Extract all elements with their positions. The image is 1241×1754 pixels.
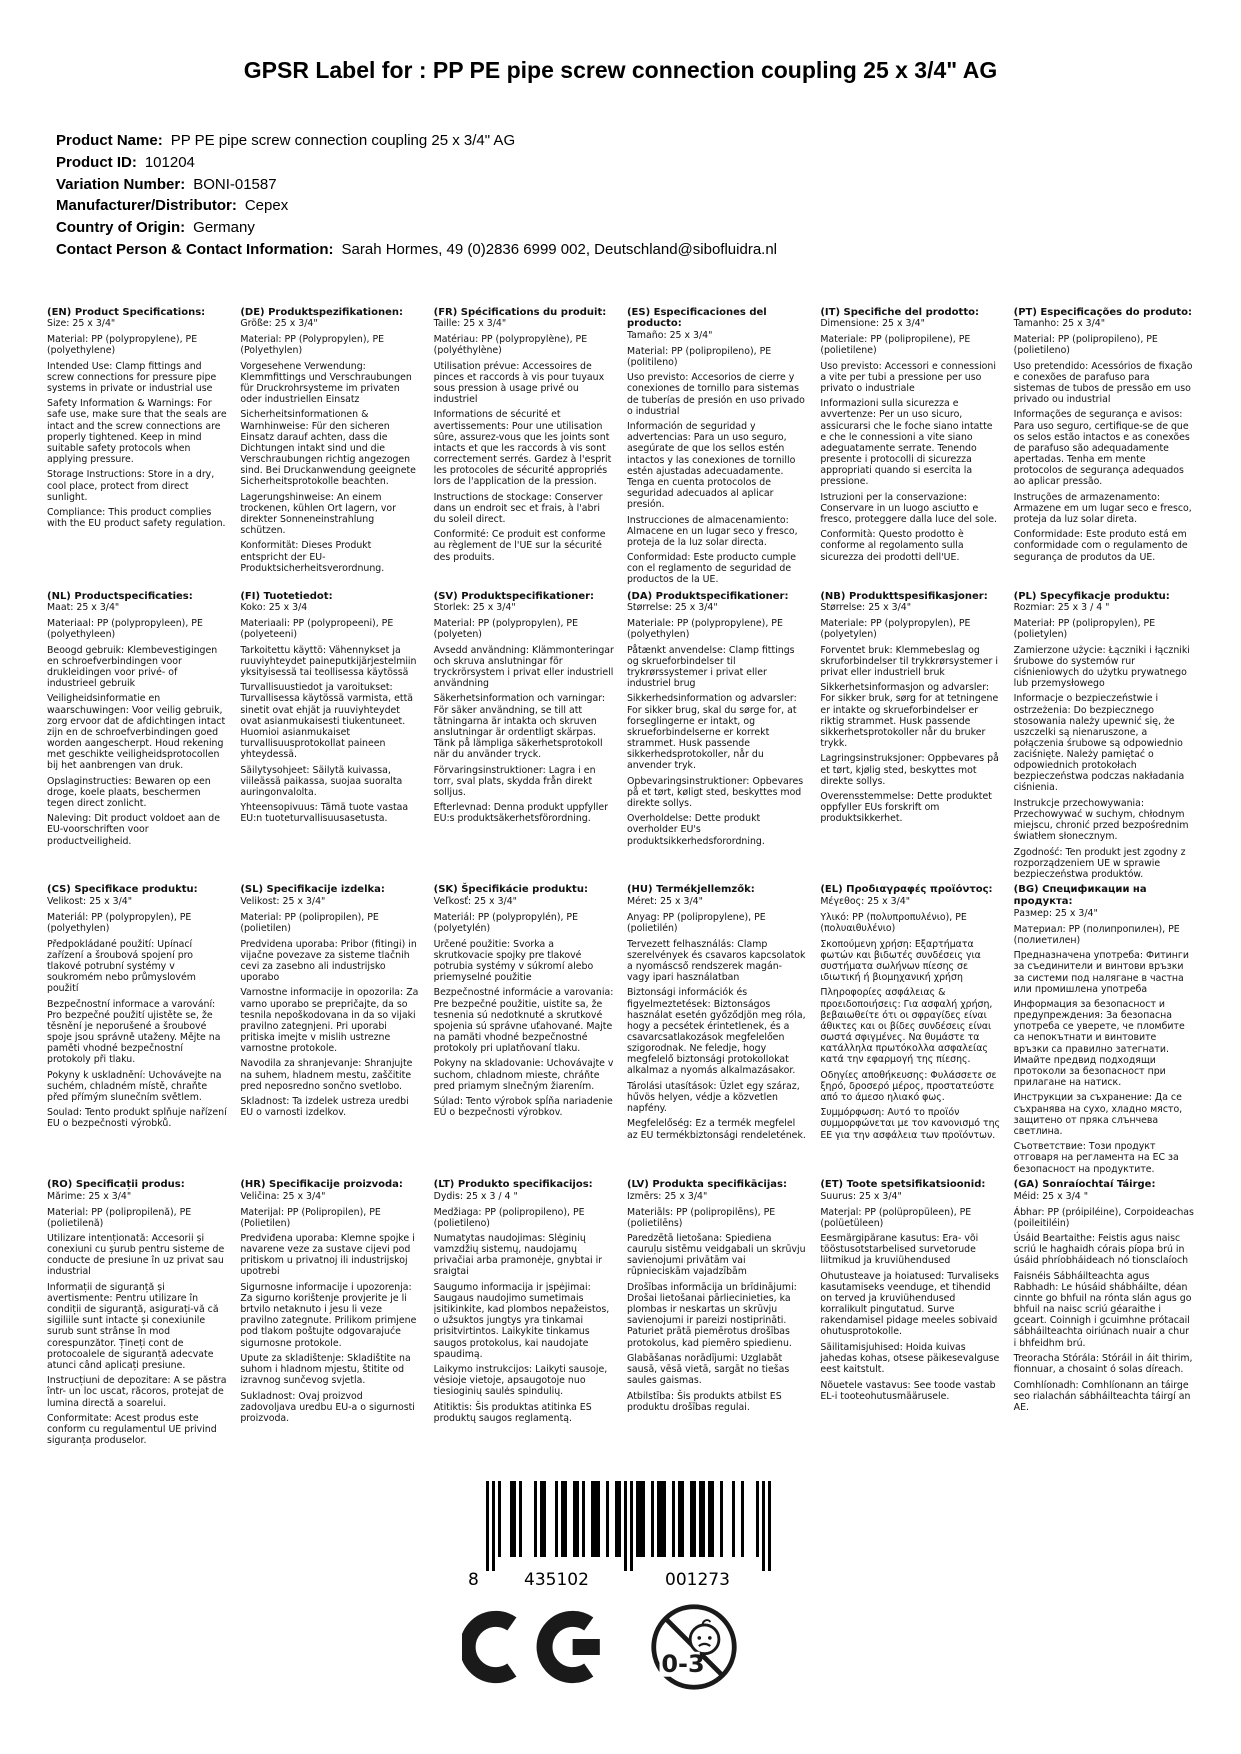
barcode-bar — [597, 1481, 600, 1557]
lang-paragraph: Instrukcje przechowywania: Przechowywać w suchym, chłodnym miejscu, chronić przed bezpośrednim światłem słonecznym. — [1013, 797, 1189, 843]
barcode-bar — [519, 1481, 522, 1557]
product-info-line — [56, 239, 1181, 261]
barcode-bar — [591, 1481, 594, 1557]
barcode-digits-right: 001273 — [664, 1569, 730, 1587]
lang-paragraph: Matériau: PP (polypropylène), PE (polyéthylène) — [433, 333, 588, 356]
lang-paragraph: Πληροφορίες ασφάλειας & προειδοποιήσεις: Για ασφαλή χρήση, βεβαιωθείτε ότι οι σφραγίδες είναι άθικτες και οι βίδες συνδέσεις είναι σωστά σφιγμένες. Να θυμάστε τα κατάλληλα πρωτόκολλα ασφαλείας κατά την εφαρμογή της πίεσης. — [820, 987, 993, 1065]
lang-paragraph: Tervezett felhasználás: Clamp szerelvények és csavaros kapcsolatok a nyomáscső rendszerek magán- vagy ipari használatban — [626, 938, 806, 983]
barcode-bar — [555, 1481, 558, 1557]
barcode-bar — [636, 1481, 639, 1557]
lang-paragraph: Comhlíonadh: Comhlíonann an táirge seo rialachán sábháilteachta táirgí an AE. — [1013, 1379, 1191, 1413]
lang-block-sv — [434, 591, 614, 875]
lang-paragraph: Beoogd gebruik: Klembevestigingen en schroefverbindingen voor drukleidingen voor privé- of industrieel gebruik — [47, 644, 218, 689]
lang-block-en — [47, 307, 227, 591]
lang-heading: (HR) Specifikacije proizvoda: — [240, 1179, 403, 1191]
barcode-bar — [630, 1481, 633, 1571]
lang-paragraph: Påtænkt anvendelse: Clamp fittings og skrueforbindelser til trykrørssystemer i privat eller industriel brug — [626, 644, 795, 689]
lang-paragraph: Uso previsto: Accessori e connessioni a vite per tubi a pressione per uso privato o industriale — [820, 360, 996, 394]
lang-block-fr — [434, 307, 614, 591]
product-info-value: PP PE pipe screw connection coupling 25 x 3/4" AG — [170, 132, 516, 149]
product-info-label: Manufacturer/Distributor: — [56, 197, 237, 215]
lang-paragraph: Uso previsto: Accesorios de cierre y conexiones de tornillo para sistemas de tuberías de presión en uso privado o industrial — [626, 372, 805, 417]
product-info-line — [56, 130, 1181, 152]
barcode-bar — [690, 1481, 693, 1557]
lang-paragraph: Οδηγίες αποθήκευσης: Φυλάσσετε σε ξηρό, δροσερό μέρος, προστατεύστε από το άμεσο ηλιακό φως. — [820, 1069, 997, 1103]
lang-paragraph: Ábhar: PP (próipiléine), Corpoideachas (poileitiléin) — [1013, 1206, 1194, 1229]
lang-heading: (NB) Produkttspesifikasjoner: — [820, 590, 988, 602]
footer-symbols — [456, 1601, 786, 1693]
barcode-bar — [486, 1481, 489, 1571]
lang-heading: (NL) Productspecificaties: — [47, 590, 193, 602]
barcode-bar — [660, 1481, 663, 1557]
lang-paragraph: Bezpečnostné informácie a varovania: Pre bezpečné použitie, uistite sa, že tesnenia sú nedotknuté a skrutkové spojenia sú správne uťahované. Majte na pamäti vhodné bezpečnostné protokoly pri uplatňovaní tlaku. — [433, 987, 614, 1054]
lang-paragraph: Úsáid Beartaithe: Feistis agus naisc scriú le haghaidh córais píopa brú in úsáid phríobháideach nó tionsclaíoch — [1013, 1233, 1189, 1267]
baby-face-icon — [690, 1620, 719, 1654]
barcode-bar — [606, 1481, 609, 1557]
barcode-bar — [576, 1481, 579, 1557]
lang-paragraph: Opbevaringsinstruktioner: Opbevares på et tørt, køligt sted, beskyttes mod direkte sollys. — [626, 775, 804, 809]
lang-paragraph: Предназначена употреба: Фитинги за съединители и винтови връзки за системи под налягане в частна или промишлена употреба — [1013, 950, 1189, 995]
lang-paragraph: Varnostne informacije in opozorila: Za varno uporabo se prepričajte, da so tesnila nepoškodovana in da so vijaki pravilno zategnjeni. Pri uporabi pritiska imejte v mislih ustrezne varnostne protokole. — [240, 987, 419, 1054]
lang-paragraph: Materjal: PP (polüpropüleen), PE (polüetüleen) — [820, 1206, 972, 1229]
lang-paragraph: Koko: 25 x 3/4 — [240, 602, 308, 614]
lang-heading: (EN) Product Specifications: — [47, 306, 206, 318]
lang-paragraph: Informations de sécurité et avertissements: Pour une utilisation sûre, assurez-vous que les joints sont intacts et que les raccords à vis sont correctement serrés. Gardez à l'esprit les protocoles de sécurité appropriés lors de l'application de la pression. — [433, 409, 612, 488]
product-info-line — [56, 195, 1181, 217]
barcode-bar — [663, 1481, 666, 1557]
barcode-bar — [543, 1481, 546, 1557]
lang-paragraph: Съответствие: Този продукт отговаря на регламента на ЕС за безопасност на продуктите. — [1013, 1141, 1179, 1175]
lang-paragraph: Размер: 25 x 3/4" — [1013, 908, 1098, 920]
lang-paragraph: Treoracha Stórála: Stóráil in áit thirim, fionnuar, a chosaint ó solas díreach. — [1013, 1353, 1193, 1376]
barcode-bar — [573, 1481, 576, 1557]
lang-paragraph: Conformité: Ce produit est conforme au règlement de l'UE sur la sécurité des produits. — [433, 529, 606, 563]
lang-block-da — [627, 591, 807, 875]
lang-block-hu — [627, 884, 807, 1168]
barcode-bar — [657, 1481, 660, 1557]
lang-block-it — [820, 307, 1000, 591]
barcode-bar — [534, 1481, 537, 1557]
lang-paragraph: Størrelse: 25 x 3/4" — [626, 602, 718, 614]
footer — [0, 1481, 1241, 1693]
barcode — [466, 1481, 776, 1587]
product-info-line — [56, 174, 1181, 196]
lang-heading: (GA) Sonraíochtaí Táirge: — [1013, 1179, 1156, 1191]
lang-paragraph: Material: PP (Polypropylen), PE (Polyethylen) — [240, 333, 385, 356]
product-info-value: Cepex — [244, 197, 289, 215]
barcode-bar — [582, 1481, 585, 1557]
lang-paragraph: Instruções de armazenamento: Armazene em um lugar seco e fresco, proteja da luz solar direta. — [1013, 491, 1192, 525]
lang-block-ga — [1014, 1179, 1194, 1417]
lang-paragraph: Efterlevnad: Denna produkt uppfyller EU:s produktsäkerhetsförordning. — [433, 802, 608, 825]
barcode-bar — [681, 1481, 684, 1557]
lang-paragraph: Saugumo informacija ir įspėjimai: Saugaus naudojimo sumetimais įsitikinkite, kad plombos nepažeistos, o užsuktos jungtys yra tinkamai prisitvirtintos. Laikykite tinkamus saugos protokolus, kai naudojate spaudimą. — [433, 1282, 610, 1360]
lang-paragraph: Turvallisuustiedot ja varoitukset: Turvallisessa käytössä varmista, että sinetit ovat ehjät ja ruuviyhteydet ovat asianmukaisesti tiukentuneet. Huomioi asianmukaiset turvallisuusprotokollat paineen yhteydessä. — [240, 682, 413, 760]
lang-paragraph: Méid: 25 x 3/4 " — [1013, 1190, 1089, 1202]
barcode-digit-leading: 8 — [467, 1569, 479, 1587]
barcode-bar — [624, 1481, 627, 1571]
lang-paragraph: Suurus: 25 x 3/4" — [820, 1190, 902, 1202]
lang-paragraph: Conformità: Questo prodotto è conforme al regolamento sulla sicurezza dei prodotti dell'UE. — [820, 529, 964, 563]
lang-heading: (BG) Спецификации на продукта: — [1013, 884, 1147, 908]
lang-paragraph: Instructions de stockage: Conserver dans un endroit sec et frais, à l'abri du soleil direct. — [433, 491, 603, 525]
lang-paragraph: Información de seguridad y advertencias: Para un uso seguro, asegúrate de que los sellos estén intactos y las conexiones de tornillo estén ajustadas adecuadamente. Tenga en cuenta protocolos de seguridad adecuados al aplicar presión. — [626, 421, 796, 510]
lang-heading: (HU) Termékjellemzők: — [626, 884, 755, 896]
lang-paragraph: Material: PP (polipropilen), PE (polietilen) — [240, 911, 379, 934]
lang-paragraph: Bezpečnostní informace a varování: Pro bezpečné použití ujistěte se, že těsnění je neporušené a šroubové spoje jsou správně utaženy. Mějte na paměti vhodné bezpečnostní protokoly při tlaku. — [47, 998, 221, 1065]
lang-paragraph: Safety Information & Warnings: For safe use, make sure that the seals are intact and the screw connections are properly tightened. Keep in mind suitable safety protocols when applying pressure. — [47, 398, 227, 465]
lang-paragraph: Atitiktis: Šis produktas atitinka ES produktų saugos reglamentą. — [433, 1402, 592, 1425]
lang-paragraph: Dimensione: 25 x 3/4" — [820, 318, 925, 330]
lang-paragraph: Pokyny k uskladnění: Uchovávejte na suchém, chladném místě, chraňte před přímým slunečním světlem. — [47, 1069, 222, 1103]
lang-paragraph: Istruzioni per la conservazione: Conservare in un luogo asciutto e fresco, proteggere dalla luce del sole. — [820, 491, 997, 525]
lang-paragraph: Μέγεθος: 25 x 3/4" — [820, 896, 911, 908]
barcode-bar — [642, 1481, 645, 1557]
lang-paragraph: Utilisation prévue: Accessoires de pinces et raccords à vis pour tuyaux sous pression à usage privé ou industriel — [433, 360, 605, 405]
lang-paragraph: Pokyny na skladovanie: Uchovávajte v suchom, chladnom mieste, chráňte pred priamym slnečným žiarením. — [433, 1058, 614, 1092]
lang-paragraph: Předpokládané použití: Upínací zařízení a šroubová spojení pro tlakové potrubní systémy v soukromém nebo průmyslovém použití — [47, 938, 196, 994]
lang-paragraph: Eesmärgipärane kasutus: Era- või tööstusotstarbelised survetorude liitmikud ja kruviühendused — [820, 1233, 979, 1267]
lang-paragraph: Paredzētā lietošana: Spiediena cauruļu sistēmu veidgabali un skrūvju savienojumi privātām vai rūpnieciskām vajadzībām — [626, 1233, 806, 1278]
lang-paragraph: Säilitamisjuhised: Hoida kuivas jahedas kohas, otsese päikesevalguse eest kaitstult. — [820, 1342, 1000, 1376]
lang-heading: (PL) Specyfikacje produktu: — [1013, 590, 1170, 602]
lang-heading: (SL) Specifikacije izdelka: — [240, 884, 385, 896]
lang-paragraph: Sigurnosne informacije i upozorenja: Za sigurno korištenje provjerite je li brtvilo netaknuto i jesu li veze pravilno zategnute. Prilikom primjene pod tlakom poštujte odgovarajuće sigurnosne protokole. — [240, 1282, 417, 1349]
lang-paragraph: Συμμόρφωση: Αυτό το προϊόν συμμορφώνεται με τον κανονισμό της ΕΕ για την ασφάλεια των προϊόντων. — [820, 1107, 1001, 1141]
barcode-bar — [699, 1481, 702, 1557]
product-info-label: Product ID: — [56, 153, 137, 171]
lang-paragraph: Sikkerhedsinformation og advarsler: For sikker brug, skal du sørge for, at forseglingerne er intakt, og skrueforbindelserne er korrekt strammet. Husk passende sikkerhedsprotokoller, når du anvender tryk. — [626, 693, 797, 772]
lang-heading: (FI) Tuotetiedot: — [240, 590, 333, 602]
language-grid — [47, 307, 1194, 1451]
lang-block-et — [820, 1179, 1000, 1406]
lang-paragraph: Tamaño: 25 x 3/4" — [626, 330, 713, 342]
barcode-bar — [678, 1481, 681, 1557]
barcode-bar — [618, 1481, 621, 1557]
lang-paragraph: Opslaginstructies: Bewaren op een droge, koele plaats, beschermen tegen direct zonlicht. — [47, 775, 211, 809]
lang-paragraph: Biztonsági információk és figyelmeztetések: Biztonságos használat esetén győződjön meg róla, hogy a pecsétek érintetlenek, és a csavarcsatlakozások megfelelően szigorodnak. Ne feledje, hogy megfelelő biztonsági protokollokat alkalmaz a nyomás alkalmazásakor. — [626, 987, 806, 1077]
lang-paragraph: Maat: 25 x 3/4" — [47, 602, 120, 614]
lang-paragraph: Dydis: 25 x 3 / 4 " — [433, 1190, 518, 1202]
lang-paragraph: Materiál: PP (polypropylén), PE (polyetylén) — [433, 911, 579, 934]
lang-paragraph: Numatytas naudojimas: Slėginių vamzdžių sistemų, naudojamų privačiai arba pramonėje, gnybtai ir sraigtai — [433, 1233, 603, 1278]
lang-paragraph: Taille: 25 x 3/4" — [433, 318, 507, 330]
product-info-label: Country of Origin: — [56, 219, 186, 236]
lang-paragraph: Informacje o bezpieczeństwie i ostrzeżenia: Do bezpiecznego stosowania należy upewnić się, że uszczelki są nienaruszone, a połączenia śrubowe są odpowiednio zaciśnięte. Należy pamiętać o odpowiednich protokołach bezpieczeństwa podczas nakładania ciśnienia. — [1013, 693, 1185, 794]
lang-paragraph: Инструкции за съхранение: Да се съхранява на сухо, хладно място, защитено от пряка слънчева светлина. — [1013, 1092, 1183, 1137]
lang-paragraph: Laikymo instrukcijos: Laikyti sausoje, vėsioje vietoje, apsaugotoje nuo tiesioginių saulės spindulių. — [433, 1364, 608, 1398]
lang-paragraph: Drošības informācija un brīdinājumi: Drošai lietošanai pārliecinieties, ka plombas ir neskartas un skrūvju savienojumi ir pareizi nostiprināti. Paturiet prātā piemērotus drošības protokolus, kad piemēro spiedienu. — [626, 1282, 797, 1349]
lang-paragraph: Zgodność: Ten produkt jest zgodny z rozporządzeniem UE w sprawie bezpieczeństwa produktów. — [1013, 846, 1186, 880]
lang-paragraph: Veličina: 25 x 3/4" — [240, 1190, 326, 1202]
lang-heading: (DA) Produktspecifikationer: — [626, 590, 789, 602]
lang-paragraph: Forventet bruk: Klemmebeslag og skruforbindelser til trykkrørsystemer i privat eller industriell bruk — [820, 644, 998, 678]
lang-paragraph: Izmērs: 25 x 3/4" — [626, 1190, 708, 1202]
lang-paragraph: Velikost: 25 x 3/4" — [47, 896, 133, 908]
lang-paragraph: Material: PP (polipropileno), PE (politileno) — [626, 345, 772, 368]
lang-heading: (ET) Toote spetsifikatsioonid: — [820, 1179, 986, 1191]
lang-paragraph: Méret: 25 x 3/4" — [626, 896, 703, 908]
lang-block-de — [240, 307, 420, 591]
lang-paragraph: Sikkerhetsinformasjon og advarsler: For sikker bruk, sørg for at tetningene er intakte og skrueforbindelser er riktig strammet. Husk passende sikkerhetsprotokoller når du bruker trykk. — [820, 682, 999, 749]
lang-block-pl — [1014, 591, 1194, 885]
lang-paragraph: Predviđena uporaba: Klemne spojke i navarene veze za sustave cijevi pod pritiskom u privatnoj ili industrijskoj upotrebi — [240, 1233, 415, 1278]
lang-heading: (CS) Specifikace produktu: — [47, 884, 198, 896]
lang-paragraph: Veľkosť: 25 x 3/4" — [433, 896, 517, 908]
lang-paragraph: Overholdelse: Dette produkt overholder EU's produktsikkerhedsforordning. — [626, 813, 765, 847]
lang-block-es — [627, 307, 807, 591]
lang-paragraph: Информация за безопасност и предупреждения: За безопасна употреба се уверете, че пломбите са непокътнати и винтовите връзки са правилно затегнати. Имайте предвид подходящи протоколи за безопасност при прилагане на натиск. — [1013, 999, 1185, 1088]
lang-block-nl — [47, 591, 227, 875]
barcode-bar — [615, 1481, 618, 1557]
barcode-bar — [513, 1481, 516, 1557]
lang-paragraph: Størrelse: 25 x 3/4" — [820, 602, 912, 614]
barcode-bar — [498, 1481, 501, 1557]
product-info-value: Sarah Hormes, 49 (0)2836 6999 002, Deutschland@sibofluidra.nl — [341, 240, 777, 258]
lang-paragraph: Материал: PP (полипропилен), PE (полиетилен) — [1013, 923, 1180, 946]
lang-paragraph: Material: PP (polipropileno), PE (polietileno) — [1013, 333, 1158, 356]
lang-paragraph: Upute za skladištenje: Skladištite na suhom i hladnom mjestu, štitite od izravnog sunčevog svjetla. — [240, 1353, 411, 1387]
barcode-bar — [762, 1481, 765, 1571]
lang-heading: (RO) Specificații produs: — [47, 1179, 185, 1191]
lang-paragraph: Mărime: 25 x 3/4" — [47, 1190, 132, 1202]
age-warning-icon — [648, 1601, 740, 1693]
lang-paragraph: Soulad: Tento produkt splňuje nařízení EU o bezpečnosti výrobků. — [47, 1107, 227, 1130]
lang-paragraph: Υλικό: PP (πολυπροπυλένιο), PE (πολυαιθυλένιο) — [820, 911, 967, 934]
lang-paragraph: Súlad: Tento výrobok spĺňa nariadenie EÚ o bezpečnosti výrobkov. — [433, 1096, 613, 1119]
lang-heading: (ES) Especificaciones del producto: — [626, 306, 767, 330]
product-info — [56, 130, 1181, 261]
barcode-bar — [564, 1481, 567, 1557]
lang-paragraph: Tamanho: 25 x 3/4" — [1013, 318, 1106, 330]
lang-paragraph: Säkerhetsinformation och varningar: För säker användning, se till att tätningarna är intakta och skruven anslutningar är ordentligt skärpas. Tänk på lämpliga säkerhetsprotokoll när du använder tryck. — [433, 693, 606, 760]
lang-paragraph: Compliance: This product complies with the EU product safety regulation. — [47, 507, 226, 530]
ce-mark-icon — [462, 1608, 612, 1686]
lang-paragraph: Megfelelőség: Ez a termék megfelel az EU termékbiztonsági rendeletének. — [626, 1118, 806, 1141]
barcode-bar — [720, 1481, 723, 1557]
lang-heading: (LT) Produkto specifikacijos: — [433, 1179, 593, 1191]
barcode-bar — [594, 1481, 597, 1557]
lang-block-sl — [240, 884, 420, 1168]
lang-paragraph: Overensstemmelse: Dette produktet oppfyller EUs forskrift om produktsikkerhet. — [820, 791, 992, 825]
lang-paragraph: Material: PP (polypropylen), PE (polyeten) — [433, 617, 579, 640]
barcode-bar — [756, 1481, 759, 1557]
product-info-label: Variation Number: — [56, 175, 186, 193]
barcode-bar — [540, 1481, 543, 1557]
product-info-value: Germany — [193, 219, 255, 236]
lang-paragraph: Lagerungshinweise: An einem trockenen, kühlen Ort lagern, vor direkter Sonneneinstrahlung schützen. — [240, 491, 397, 536]
lang-paragraph: Navodila za shranjevanje: Shranjujte na suhem, hladnem mestu, zaščitite pred neposredno sončno svetlobo. — [240, 1058, 413, 1092]
lang-paragraph: Tárolási utasítások: Üzlet egy száraz, hűvös helyen, védje a közvetlen napfény. — [626, 1080, 800, 1114]
barcode-bar — [741, 1481, 744, 1557]
barcode-bar — [639, 1481, 642, 1557]
lang-block-lt — [434, 1179, 614, 1429]
lang-paragraph: Material: PP (polypropylene), PE (polyethylene) — [47, 333, 198, 356]
lang-paragraph: Tarkoitettu käyttö: Vähennykset ja ruuviyhteydet paineputkijärjestelmiin yksityisessä tai teollisessa käytössä — [240, 644, 417, 678]
lang-paragraph: Förvaringsinstruktioner: Lagra i en torr, sval plats, skydda från direkt solljus. — [433, 764, 596, 798]
barcode-bar — [693, 1481, 696, 1557]
product-info-value: BONI-01587 — [193, 175, 277, 193]
lang-paragraph: Utilizare intenționată: Accesorii și conexiuni cu șurub pentru sisteme de conducte de presiune în uz privat sau industrial — [47, 1233, 225, 1278]
lang-paragraph: Materiāls: PP (polipropilēns), PE (polietilēns) — [626, 1206, 776, 1229]
lang-heading: (DE) Produktspezifikationen: — [240, 306, 403, 318]
lang-block-pt — [1014, 307, 1194, 591]
lang-paragraph: Informações de segurança e avisos: Para uso seguro, certifique-se de que os selos estão intactos e as conexões de parafuso são adequadamente apertadas. Tenha em mente protocolos de segurança adequados ao aplicar pressão. — [1013, 409, 1190, 488]
lang-paragraph: Size: 25 x 3/4" — [47, 318, 116, 330]
lang-paragraph: Materiál: PP (polypropylen), PE (polyethylen) — [47, 911, 192, 934]
product-info-label: Product Name: — [56, 132, 163, 149]
barcode-bar — [561, 1481, 564, 1557]
lang-paragraph: Instrucciones de almacenamiento: Almacene en un lugar seco y fresco, proteja de la luz solar directa. — [626, 514, 798, 548]
lang-paragraph: Zamierzone użycie: Łączniki i łączniki śrubowe do systemów rur ciśnieniowych do użytku prywatnego lub przemysłowego — [1013, 644, 1190, 689]
lang-paragraph: Rozmiar: 25 x 3 / 4 " — [1013, 602, 1110, 614]
lang-paragraph: Σκοπούμενη χρήση: Εξαρτήματα φωτών και βιδωτές συνδέσεις για συστήματα σωλήνων πίεσης σε ιδιωτική ή βιομηχανική χρήση — [820, 938, 981, 983]
lang-paragraph: Velikost: 25 x 3/4" — [240, 896, 326, 908]
lang-paragraph: Nõuetele vastavus: See toode vastab EL-i tooteohutusmäärusele. — [820, 1379, 996, 1402]
barcode-bar — [702, 1481, 705, 1557]
lang-paragraph: Faisnéis Sábháilteachta agus Rabhadh: Le húsáid shábháilte, déan cinnte go bhfuil na rónta slán agus go bhfuil na naisc scriú géaraithe i gceart. Coinnigh i gcuimhne prótacail sábháilteachta oiriúnach nuair a chur i bhfeidhm brú. — [1013, 1270, 1192, 1349]
lang-paragraph: Veiligheidsinformatie en waarschuwingen: Voor veilig gebruik, zorg ervoor dat de afdichtingen intact zijn en de schroefverbindingen goed worden aangescherpt. Houd rekening met geschikte veiligheidsprotocollen bij het aanbrengen van druk. — [47, 693, 226, 772]
lang-paragraph: Vorgesehene Verwendung: Klemmfittings und Verschraubungen für Druckrohrsysteme im privaten oder industriellen Einsatz — [240, 360, 412, 405]
lang-paragraph: Ohutusteave ja hoiatused: Turvaliseks kasutamiseks veenduge, et tihendid on terved ja kruviühendused korralikult pingutatud. Surve rakendamisel pidage meeles sobivaid ohutusprotokolle. — [820, 1270, 999, 1338]
lang-paragraph: Materiale: PP (polipropilene), PE (polietilene) — [820, 333, 971, 356]
lang-paragraph: Materiaal: PP (polypropyleen), PE (polyethyleen) — [47, 617, 203, 640]
lang-block-cs — [47, 884, 227, 1168]
lang-paragraph: Určené použitie: Svorka a skrutkovacie spojky pre tlakové potrubia systémy v súkromí alebo priemyselné použitie — [433, 938, 594, 983]
barcode-bar — [708, 1481, 711, 1557]
lang-paragraph: Säilytysohjeet: Säilytä kuivassa, viileässä paikassa, suojaa suoralta auringonvalolta. — [240, 764, 403, 798]
lang-paragraph: Materiale: PP (polypropylene), PE (polyethylen) — [626, 617, 783, 640]
lang-paragraph: Instrucțiuni de depozitare: A se păstra într- un loc uscat, răcoros, protejat de lumina directă a soarelui. — [47, 1375, 227, 1409]
lang-paragraph: Material: PP (polipropilenă), PE (polietilenă) — [47, 1206, 192, 1229]
lang-paragraph: Sukladnost: Ovaj proizvod zadovoljava uredbu EU-a o sigurnosti proizvoda. — [240, 1390, 415, 1425]
lang-paragraph: Skladnost: Ta izdelek ustreza uredbi EU o varnosti izdelkov. — [240, 1096, 409, 1119]
product-info-line — [56, 152, 1181, 174]
lang-paragraph: Predvidena uporaba: Pribor (fitingi) in vijačne povezave za sisteme tlačnih cevi za zasebno ali industrijsko uporabo — [240, 938, 417, 983]
lang-paragraph: Medžiaga: PP (polipropileno), PE (polietileno) — [433, 1206, 585, 1229]
barcode-digits-left: 435102 — [523, 1569, 589, 1587]
lang-heading: (SK) Špecifikácie produktu: — [433, 884, 588, 896]
lang-paragraph: Sicherheitsinformationen & Warnhinweise: Für den sicheren Einsatz darauf achten, dass die Dichtungen intakt sind und die Verschraubungen richtig angezogen sind. Bei Druckanwendung geeignete Sicherheitsprotokolle beachten. — [240, 409, 416, 488]
lang-heading: (SV) Produktspecifikationer: — [433, 590, 595, 602]
lang-paragraph: Materijal: PP (Polipropilen), PE (Polietilen) — [240, 1206, 381, 1229]
lang-paragraph: Conformidade: Este produto está em conformidade com o regulamento de segurança de produtos da UE. — [1013, 529, 1188, 563]
lang-block-hr — [240, 1179, 420, 1429]
lang-paragraph: Glabāšanas norādījumi: Uzglabāt sausā, vēsā vietā, sargāt no tiešas saules gaismas. — [626, 1353, 790, 1387]
product-info-label: Contact Person & Contact Information: — [56, 240, 334, 258]
barcode-bar — [768, 1481, 771, 1571]
lang-block-el — [820, 884, 1000, 1168]
lang-block-lv — [627, 1179, 807, 1417]
lang-paragraph: Anyag: PP (polipropylene), PE (polietilén) — [626, 911, 766, 934]
barcode-bar — [651, 1481, 654, 1557]
lang-paragraph: Naleving: Dit product voldoet aan de EU-voorschriften voor productveiligheid. — [47, 813, 220, 847]
lang-paragraph: Storage Instructions: Store in a dry, cool place, protect from direct sunlight. — [47, 469, 215, 503]
lang-heading: (IT) Specifiche del prodotto: — [820, 306, 979, 318]
lang-paragraph: Materiaali: PP (polypropeeni), PE (polyeteeni) — [240, 617, 394, 640]
barcode-bar — [510, 1481, 513, 1557]
lang-paragraph: Avsedd användning: Klämmonteringar och skruva anslutningar för tryckrörsystem i privat eller industriell användning — [433, 644, 614, 689]
lang-paragraph: Yhteensopivuus: Tämä tuote vastaa EU:n tuoteturvallisuusasetusta. — [240, 802, 409, 825]
lang-paragraph: Storlek: 25 x 3/4" — [433, 602, 516, 614]
barcode-bar — [672, 1481, 675, 1557]
page-title: GPSR Label for : PP PE pipe screw connection coupling 25 x 3/4" AG — [243, 57, 998, 83]
lang-block-ro — [47, 1179, 227, 1451]
lang-block-nb — [820, 591, 1000, 875]
lang-heading: (EL) Προδιαγραφές προϊόντος: — [820, 884, 993, 896]
barcode-bar — [732, 1481, 735, 1557]
lang-paragraph: Conformitate: Acest produs este conform cu regulamentul UE privind siguranța produselor. — [47, 1413, 217, 1447]
lang-heading: (FR) Spécifications du produit: — [433, 306, 607, 318]
lang-paragraph: Materiale: PP (polypropylen), PE (polyetylen) — [820, 617, 971, 640]
barcode-bar — [492, 1481, 495, 1571]
lang-paragraph: Conformidad: Este producto cumple con el reglamento de seguridad de productos de la UE. — [626, 552, 797, 586]
lang-block-bg — [1014, 884, 1194, 1179]
lang-heading: (PT) Especificações do produto: — [1013, 306, 1193, 318]
lang-paragraph: Konformität: Dieses Produkt entspricht der EU-Produktsicherheitsverordnung. — [240, 540, 385, 574]
lang-paragraph: Informazioni sulla sicurezza e avvertenze: Per un uso sicuro, assicurarsi che le foche siano intatte e che le connessioni a vite siano adeguatamente serrate. Tenendo presente i protocolli di sicurezza appropriati quando si esercita la pressione. — [820, 398, 993, 488]
barcode-bar — [711, 1481, 714, 1557]
lang-paragraph: Lagringsinstruksjoner: Oppbevares på et tørt, kjølig sted, beskyttes mot direkte sollys. — [820, 753, 999, 787]
lang-block-sk — [434, 884, 614, 1168]
lang-paragraph: Atbilstība: Šis produkts atbilst ES produktu drošības regulai. — [626, 1390, 782, 1413]
lang-block-fi — [240, 591, 420, 875]
lang-paragraph: Uso pretendido: Acessórios de fixação e conexões de parafuso para sistemas de tubos de pressão em uso privado ou industrial — [1013, 360, 1193, 405]
product-info-line — [56, 217, 1181, 239]
lang-paragraph: Intended Use: Clamp fittings and screw connections for pressure pipe systems in private or industrial use — [47, 360, 217, 394]
lang-paragraph: Größe: 25 x 3/4" — [240, 318, 318, 330]
lang-heading: (LV) Produkta specifikācijas: — [626, 1179, 787, 1191]
product-info-value: 101204 — [144, 153, 195, 171]
lang-paragraph: Informații de siguranță și avertismente: Pentru utilizare în condiții de siguranță, asigurați-vă că sigiliile sunt intacte și conexiunile surub sunt strânse în mod corespunzător. Țineți cont de protocoalele de siguranță adecvate atunci când aplicați presiune. — [47, 1282, 219, 1371]
lang-paragraph: Materiał: PP (polipropylen), PE (polietylen) — [1013, 617, 1156, 640]
age-warning-label: 0-3 — [660, 1649, 705, 1678]
